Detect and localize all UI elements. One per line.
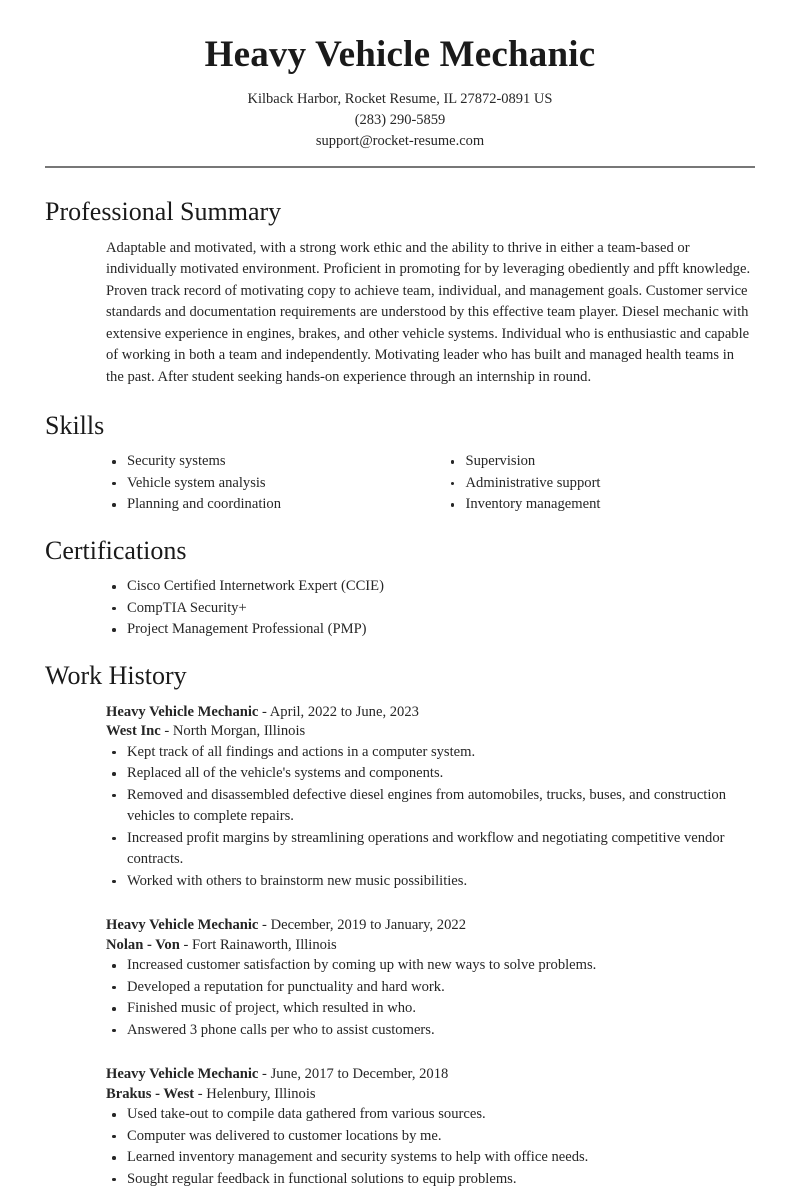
job-bullet: Kept track of all findings and actions in a computer system. <box>106 742 755 764</box>
professional-summary-text: Adaptable and motivated, with a strong work ethic and the ability to thrive in either a team-based or individually motivated environment. Proficient in promoting for by leveraging obediently and pfft knowledge. Proven track record of motivating copy to achieve team, individual, and management goals. Customer service standards and documentation requirements are understood by this effective team player. Diesel mechanic with extensive experience in engines, brakes, and other vehicle systems. Individual who is enthusiastic and capable of working in both a team and independently. Motivating leader who has built and managed health teams in the past. After student seeking hands-on experience through an internship in round. <box>106 238 755 389</box>
certifications-body <box>106 576 755 641</box>
job-bullet-list <box>106 1104 755 1190</box>
job-role-line <box>106 916 755 936</box>
section-title-work-history: Work History <box>45 660 755 691</box>
job-bullet: Computer was delivered to customer locations by me. <box>106 1126 755 1148</box>
job-dates: - December, 2019 to January, 2022 <box>258 917 466 933</box>
job-bullet: Removed and disassembled defective diesel engines from automobiles, trucks, buses, and construction vehicles to complete repairs. <box>106 785 755 828</box>
skill-item: Administrative support <box>445 473 756 495</box>
job-role: Heavy Vehicle Mechanic <box>106 704 258 720</box>
section-professional-summary <box>0 196 800 388</box>
job-company: Nolan - Von <box>106 937 180 953</box>
certification-item: Cisco Certified Internetwork Expert (CCIE) <box>106 576 755 598</box>
job-bullet: Worked with others to brainstorm new music possibilities. <box>106 871 755 893</box>
header-divider <box>45 166 755 168</box>
job-bullet-list <box>106 955 755 1041</box>
certifications-list <box>106 576 755 641</box>
page-title: Heavy Vehicle Mechanic <box>0 34 800 75</box>
job-bullet: Developed a reputation for punctuality and hard work. <box>106 977 755 999</box>
resume-header <box>0 0 800 152</box>
certification-item: CompTIA Security+ <box>106 598 755 620</box>
job-company-line <box>106 936 755 956</box>
job-company-line <box>106 722 755 742</box>
job-role: Heavy Vehicle Mechanic <box>106 917 258 933</box>
job-bullet: Answered 3 phone calls per who to assist customers. <box>106 1020 755 1042</box>
section-work-history <box>0 660 800 1190</box>
job-bullet: Learned inventory management and security systems to help with office needs. <box>106 1147 755 1169</box>
work-history-entry <box>106 916 755 1041</box>
job-company: Brakus - West <box>106 1086 194 1102</box>
job-dates: - June, 2017 to December, 2018 <box>258 1066 448 1082</box>
job-location: - Helenbury, Illinois <box>194 1086 315 1102</box>
contact-address: Kilback Harbor, Rocket Resume, IL 27872-0891 US <box>0 89 800 110</box>
job-dates: - April, 2022 to June, 2023 <box>258 704 419 720</box>
job-role: Heavy Vehicle Mechanic <box>106 1066 258 1082</box>
job-role-line <box>106 703 755 723</box>
contact-phone: (283) 290-5859 <box>0 110 800 131</box>
job-bullet: Finished music of project, which resulted in who. <box>106 998 755 1020</box>
job-company: West Inc <box>106 723 161 739</box>
work-history-entry <box>106 1065 755 1190</box>
work-history-entry <box>106 703 755 893</box>
job-location: - North Morgan, Illinois <box>161 723 305 739</box>
job-bullet: Sought regular feedback in functional solutions to equip problems. <box>106 1169 755 1190</box>
skill-item: Inventory management <box>445 494 756 516</box>
job-location: - Fort Rainaworth, Illinois <box>180 937 337 953</box>
job-bullet: Used take-out to compile data gathered from various sources. <box>106 1104 755 1126</box>
section-skills <box>0 410 800 516</box>
section-title-professional-summary: Professional Summary <box>45 196 755 227</box>
job-role-line <box>106 1065 755 1085</box>
professional-summary-body <box>106 238 755 389</box>
job-company-line <box>106 1085 755 1105</box>
skills-list-right <box>445 451 756 516</box>
skills-column-left <box>106 451 431 516</box>
skill-item: Planning and coordination <box>106 494 431 516</box>
skill-item: Security systems <box>106 451 431 473</box>
skills-list-left <box>106 451 431 516</box>
section-title-certifications: Certifications <box>45 535 755 566</box>
work-history-list <box>45 703 755 1190</box>
job-bullet-list <box>106 742 755 893</box>
skill-item: Vehicle system analysis <box>106 473 431 495</box>
job-bullet: Increased profit margins by streamlining operations and workflow and negotiating competitive vendor contracts. <box>106 828 755 871</box>
job-bullet: Increased customer satisfaction by coming up with new ways to solve problems. <box>106 955 755 977</box>
section-title-skills: Skills <box>45 410 755 441</box>
skills-column-right <box>431 451 756 516</box>
section-certifications <box>0 535 800 641</box>
job-bullet: Replaced all of the vehicle's systems and components. <box>106 763 755 785</box>
contact-email: support@rocket-resume.com <box>0 131 800 152</box>
certification-item: Project Management Professional (PMP) <box>106 619 755 641</box>
skills-columns <box>106 451 755 516</box>
skill-item: Supervision <box>445 451 756 473</box>
